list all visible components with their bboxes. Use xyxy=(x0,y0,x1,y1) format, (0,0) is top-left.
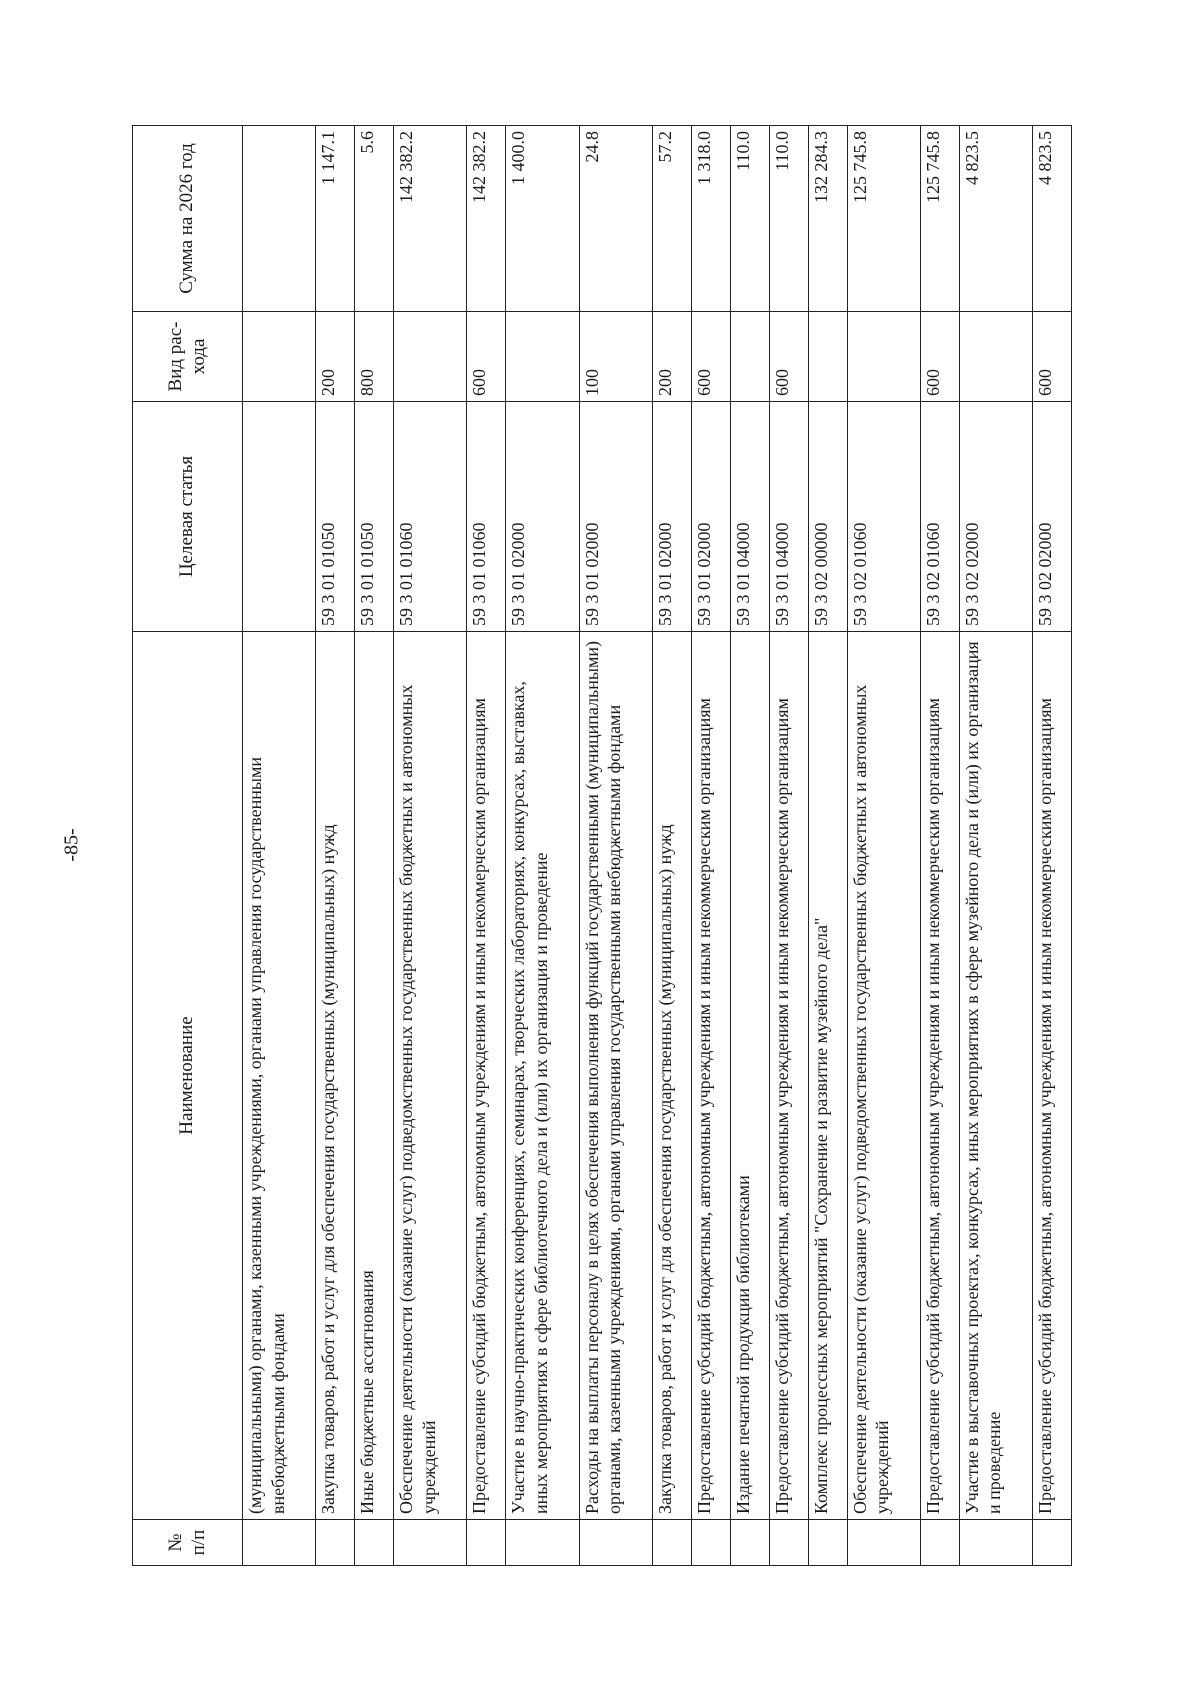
row-target-article-cell: 59 3 02 02000 xyxy=(1032,402,1071,632)
row-number-cell xyxy=(920,1520,959,1566)
row-target-article-cell: 59 3 01 02000 xyxy=(579,402,652,632)
header-target-article: Целевая статья xyxy=(133,402,243,632)
row-sum-cell: 5.6 xyxy=(355,126,394,312)
row-expense-type-cell xyxy=(394,312,467,402)
row-target-article-cell: 59 3 02 01060 xyxy=(847,402,920,632)
row-target-article-cell: 59 3 01 02000 xyxy=(652,402,691,632)
table-row xyxy=(316,126,355,1566)
table-row xyxy=(847,126,920,1566)
table-row xyxy=(652,126,691,1566)
row-expense-type-cell xyxy=(506,312,579,402)
row-name-cell: Издание печатной продукции библиотеками xyxy=(730,632,769,1520)
row-sum-cell: 1 318.0 xyxy=(691,126,730,312)
row-sum-cell: 125 745.8 xyxy=(847,126,920,312)
row-target-article-cell: 59 3 01 04000 xyxy=(730,402,769,632)
row-number-cell xyxy=(959,1520,1032,1566)
row-sum-cell: 1 400.0 xyxy=(506,126,579,312)
row-number-cell xyxy=(579,1520,652,1566)
row-expense-type-cell: 600 xyxy=(769,312,808,402)
table-row xyxy=(730,126,769,1566)
row-target-article-cell: 59 3 02 01060 xyxy=(920,402,959,632)
row-sum-cell: 110.0 xyxy=(769,126,808,312)
row-sum-cell xyxy=(243,126,316,312)
row-sum-cell: 132 284.3 xyxy=(808,126,847,312)
row-name-cell: Предоставление субсидий бюджетным, автономным учреждениям и иным некоммерческим организациям xyxy=(467,632,506,1520)
row-target-article-cell xyxy=(243,402,316,632)
row-target-article-cell: 59 3 01 04000 xyxy=(769,402,808,632)
row-expense-type-cell xyxy=(847,312,920,402)
row-expense-type-cell: 600 xyxy=(1032,312,1071,402)
row-name-cell: (муниципальными) органами, казенными учреждениями, органами управления государственными внебюджетными фондами xyxy=(243,632,316,1520)
row-expense-type-cell: 600 xyxy=(920,312,959,402)
row-name-cell: Участие в научно-практических конференциях, семинарах, творческих лабораториях, конкурсах, выставках, иных мероприятиях в сфере библиотечного дела и (или) их организация и проведение xyxy=(506,632,579,1520)
row-sum-cell: 142 382.2 xyxy=(467,126,506,312)
row-expense-type-cell xyxy=(243,312,316,402)
row-expense-type-cell: 800 xyxy=(355,312,394,402)
table-row xyxy=(1032,126,1071,1566)
row-expense-type-cell xyxy=(808,312,847,402)
row-target-article-cell: 59 3 02 00000 xyxy=(808,402,847,632)
table-row xyxy=(394,126,467,1566)
row-sum-cell: 1 147.1 xyxy=(316,126,355,312)
row-number-cell xyxy=(691,1520,730,1566)
table-row xyxy=(769,126,808,1566)
table-row xyxy=(691,126,730,1566)
row-target-article-cell: 59 3 01 02000 xyxy=(691,402,730,632)
row-target-article-cell: 59 3 01 01050 xyxy=(355,402,394,632)
table-row xyxy=(920,126,959,1566)
row-number-cell xyxy=(808,1520,847,1566)
row-expense-type-cell xyxy=(730,312,769,402)
row-name-cell: Предоставление субсидий бюджетным, автономным учреждениям и иным некоммерческим организациям xyxy=(691,632,730,1520)
row-number-cell xyxy=(769,1520,808,1566)
row-target-article-cell: 59 3 01 01050 xyxy=(316,402,355,632)
row-number-cell xyxy=(506,1520,579,1566)
table-row xyxy=(579,126,652,1566)
row-sum-cell: 24.8 xyxy=(579,126,652,312)
row-sum-cell: 4 823.5 xyxy=(1032,126,1071,312)
table-header-row xyxy=(133,126,243,1566)
row-name-cell: Расходы на выплаты персоналу в целях обеспечения выполнения функций государственными (муниципальными) органами, казенными учреждениями, органами управления государственными внебюджетными фондами xyxy=(579,632,652,1520)
row-number-cell xyxy=(316,1520,355,1566)
row-target-article-cell: 59 3 01 02000 xyxy=(506,402,579,632)
row-name-cell: Комплекс процессных мероприятий "Сохранение и развитие музейного дела" xyxy=(808,632,847,1520)
row-name-cell: Закупка товаров, работ и услуг для обеспечения государственных (муниципальных) нужд xyxy=(316,632,355,1520)
budget-table xyxy=(132,125,1072,1566)
header-name: Наименование xyxy=(133,632,243,1520)
row-target-article-cell: 59 3 02 02000 xyxy=(959,402,1032,632)
row-expense-type-cell: 100 xyxy=(579,312,652,402)
row-expense-type-cell: 600 xyxy=(691,312,730,402)
table-row xyxy=(959,126,1032,1566)
row-sum-cell: 142 382.2 xyxy=(394,126,467,312)
row-number-cell xyxy=(1032,1520,1071,1566)
row-expense-type-cell: 600 xyxy=(467,312,506,402)
row-expense-type-cell: 200 xyxy=(652,312,691,402)
header-expense-type: Вид рас-хода xyxy=(133,312,243,402)
row-name-cell: Закупка товаров, работ и услуг для обеспечения государственных (муниципальных) нужд xyxy=(652,632,691,1520)
row-expense-type-cell xyxy=(959,312,1032,402)
row-number-cell xyxy=(243,1520,316,1566)
row-name-cell: Предоставление субсидий бюджетным, автономным учреждениям и иным некоммерческим организациям xyxy=(920,632,959,1520)
row-sum-cell: 110.0 xyxy=(730,126,769,312)
rotated-table-wrapper xyxy=(132,126,1072,1566)
row-number-cell xyxy=(652,1520,691,1566)
row-sum-cell: 4 823.5 xyxy=(959,126,1032,312)
header-number: № п/п xyxy=(133,1520,243,1566)
page-number: -85- xyxy=(60,828,83,862)
row-name-cell: Иные бюджетные ассигнования xyxy=(355,632,394,1520)
row-sum-cell: 125 745.8 xyxy=(920,126,959,312)
table-row xyxy=(355,126,394,1566)
row-name-cell: Предоставление субсидий бюджетным, автономным учреждениям и иным некоммерческим организациям xyxy=(769,632,808,1520)
row-name-cell: Предоставление субсидий бюджетным, автономным учреждениям и иным некоммерческим организациям xyxy=(1032,632,1071,1520)
row-name-cell: Обеспечение деятельности (оказание услуг) подведомственных государственных бюджетных и автономных учреждений xyxy=(847,632,920,1520)
row-number-cell xyxy=(394,1520,467,1566)
row-number-cell xyxy=(355,1520,394,1566)
table-row xyxy=(467,126,506,1566)
table-row xyxy=(808,126,847,1566)
table-body xyxy=(243,126,1072,1566)
row-number-cell xyxy=(847,1520,920,1566)
row-name-cell: Участие в выставочных проектах, конкурсах, иных мероприятиях в сфере музейного дела и (или) их организация и проведение xyxy=(959,632,1032,1520)
table-row xyxy=(243,126,316,1566)
table-row xyxy=(506,126,579,1566)
row-number-cell xyxy=(467,1520,506,1566)
row-number-cell xyxy=(730,1520,769,1566)
row-expense-type-cell: 200 xyxy=(316,312,355,402)
row-name-cell: Обеспечение деятельности (оказание услуг) подведомственных государственных бюджетных и автономных учреждений xyxy=(394,632,467,1520)
header-sum-2026: Сумма на 2026 год xyxy=(133,126,243,312)
row-target-article-cell: 59 3 01 01060 xyxy=(394,402,467,632)
row-target-article-cell: 59 3 01 01060 xyxy=(467,402,506,632)
row-sum-cell: 57.2 xyxy=(652,126,691,312)
